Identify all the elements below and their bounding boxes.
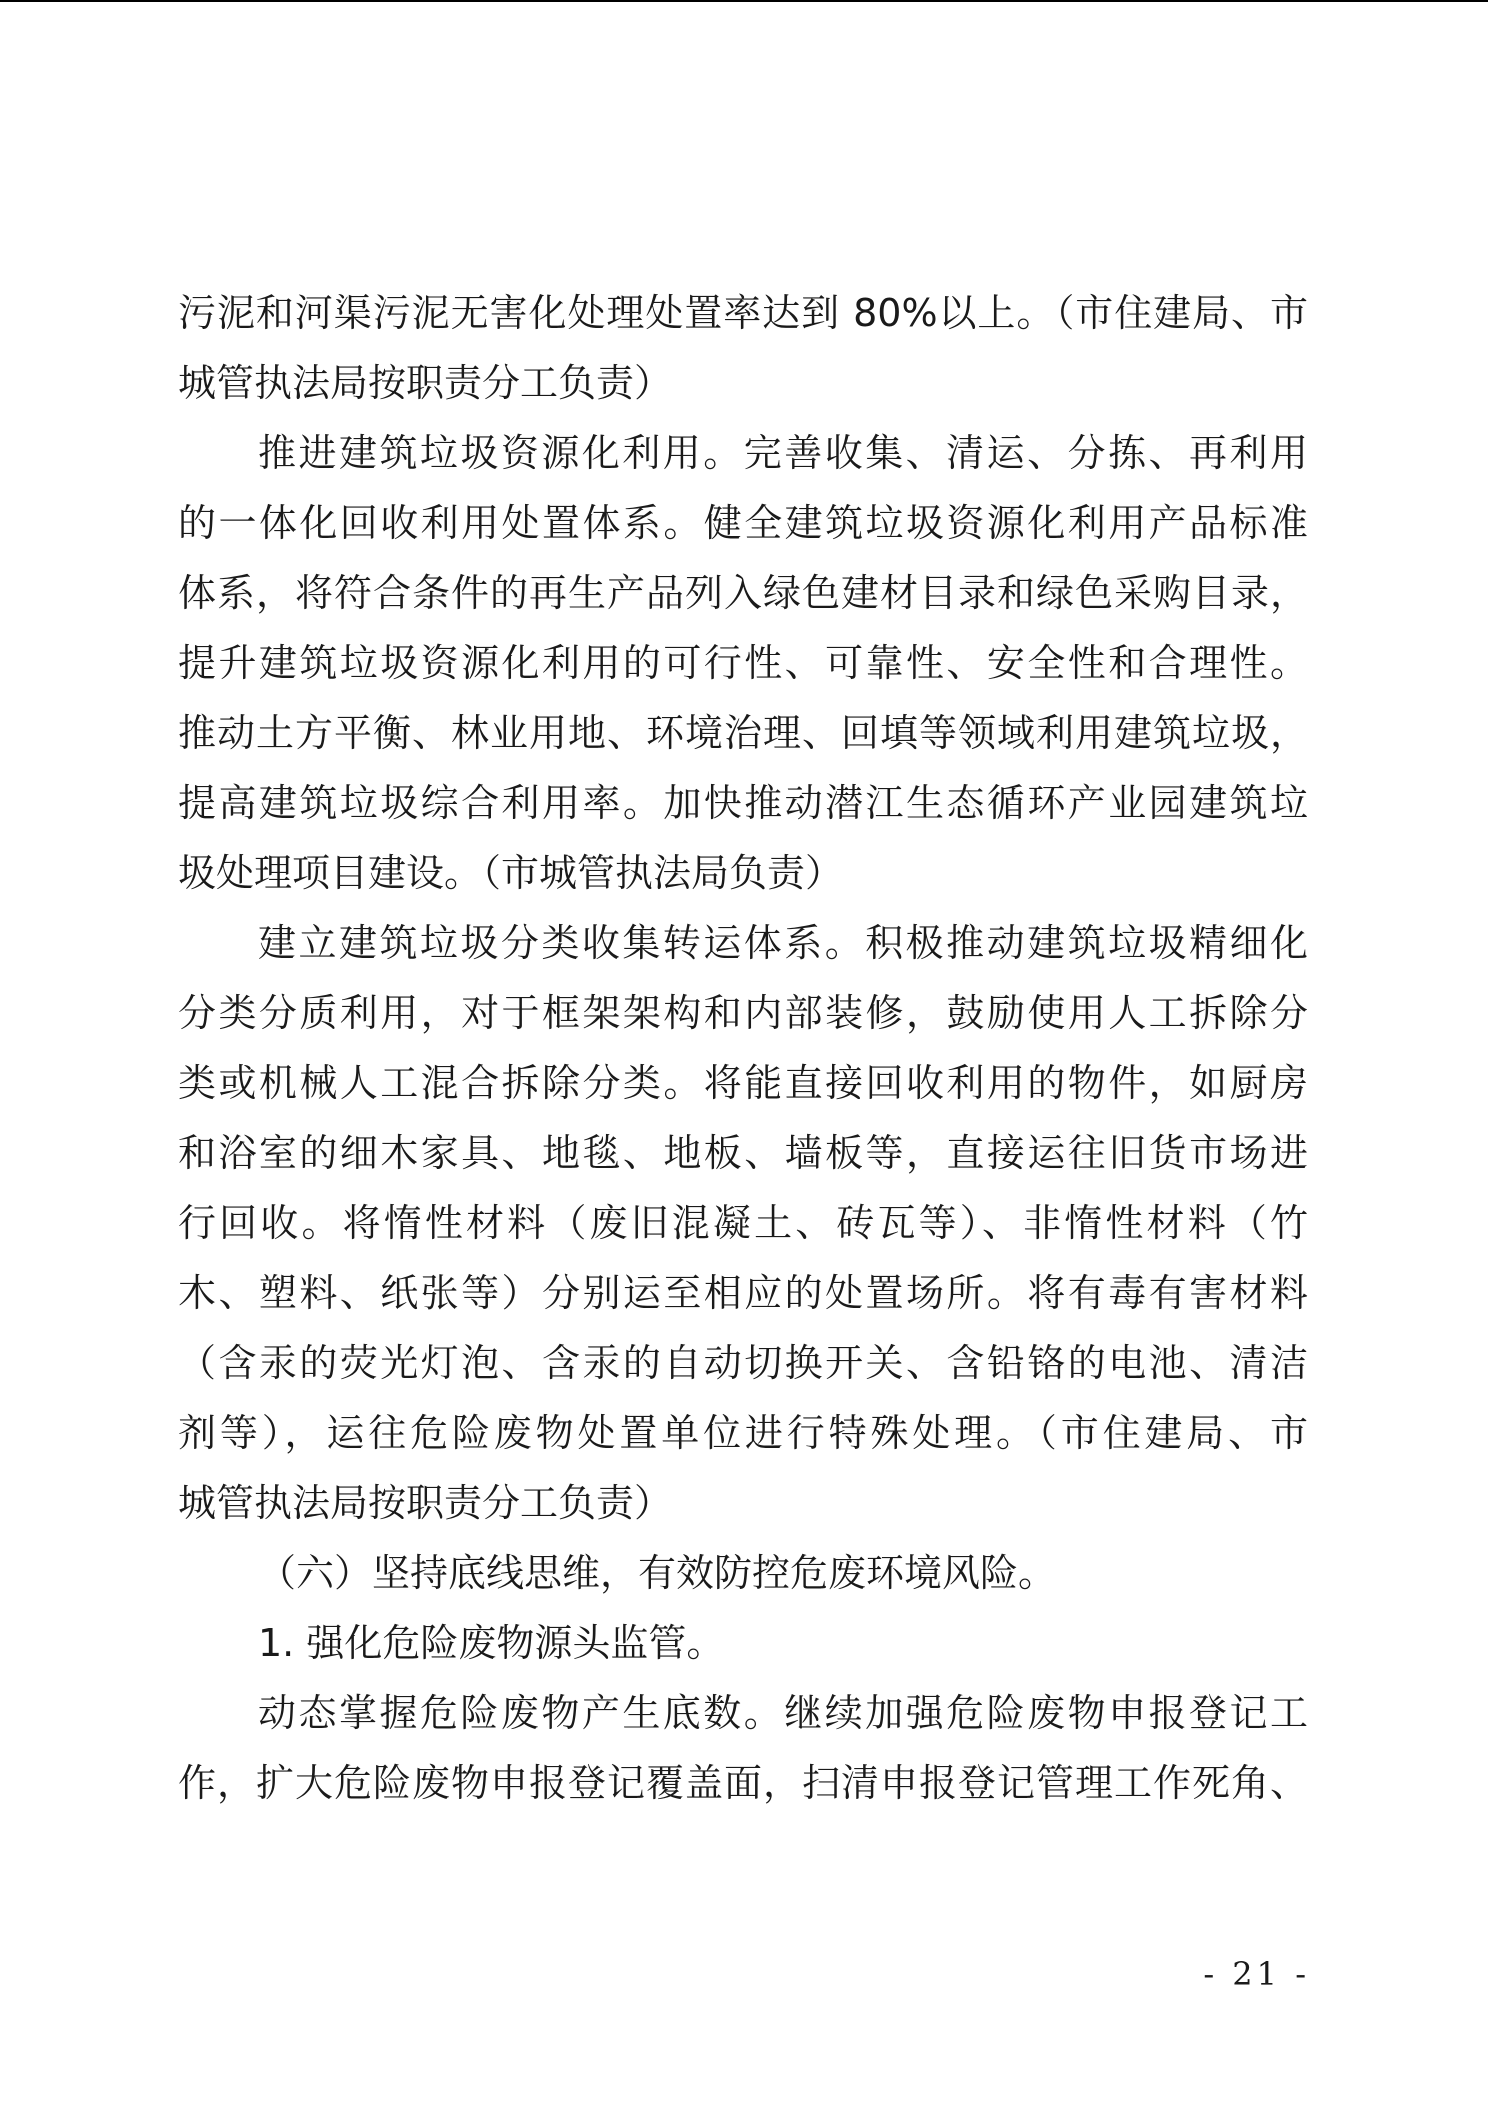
text-line: 提升建筑垃圾资源化利用的可行性、可靠性、安全性和合理性。 [178,641,1308,685]
document-body [178,278,1308,1818]
text-line: （含汞的荧光灯泡、含汞的自动切换开关、含铅铬的电池、清洁 [178,1341,1308,1385]
text-line: 的一体化回收利用处置体系。健全建筑垃圾资源化利用产品标准 [178,501,1308,545]
text-line: 城管执法局按职责分工负责） [178,1481,673,1525]
paragraph-start-line: 动态掌握危险废物产生底数。继续加强危险废物申报登记工 [258,1691,1308,1735]
subsection-heading: 1. 强化危险废物源头监管。 [258,1621,725,1665]
text-line: 分类分质利用，对于框架架构和内部装修，鼓励使用人工拆除分 [178,991,1308,1035]
text-line: 推动土方平衡、林业用地、环境治理、回填等领域利用建筑垃圾， [178,711,1308,755]
text-line: 类或机械人工混合拆除分类。将能直接回收利用的物件，如厨房 [178,1061,1308,1105]
text-line: 作，扩大危险废物申报登记覆盖面，扫清申报登记管理工作死角、 [178,1761,1308,1805]
text-line: 和浴室的细木家具、地毯、地板、墙板等，直接运往旧货市场进 [178,1131,1308,1175]
top-border-line [0,0,1488,2]
page-number: - 21 - [1203,1955,1310,1993]
text-line: 体系，将符合条件的再生产品列入绿色建材目录和绿色采购目录， [178,571,1308,615]
text-line: 污泥和河渠污泥无害化处理处置率达到 80%以上。（市住建局、市 [178,291,1308,335]
text-line: 行回收。将惰性材料（废旧混凝土、砖瓦等）、非惰性材料（竹 [178,1201,1308,1245]
text-line: 城管执法局按职责分工负责） [178,361,673,405]
text-line: 木、塑料、纸张等）分别运至相应的处置场所。将有毒有害材料 [178,1271,1308,1315]
section-heading: （六）坚持底线思维，有效防控危废环境风险。 [258,1551,1057,1595]
paragraph-start-line: 建立建筑垃圾分类收集转运体系。积极推动建筑垃圾精细化 [258,921,1308,965]
text-line: 提高建筑垃圾综合利用率。加快推动潜江生态循环产业园建筑垃 [178,781,1308,825]
text-line: 剂等），运往危险废物处置单位进行特殊处理。（市住建局、市 [178,1411,1308,1455]
paragraph-start-line: 推进建筑垃圾资源化利用。完善收集、清运、分拣、再利用 [258,431,1308,475]
text-line: 圾处理项目建设。（市城管执法局负责） [178,851,844,895]
